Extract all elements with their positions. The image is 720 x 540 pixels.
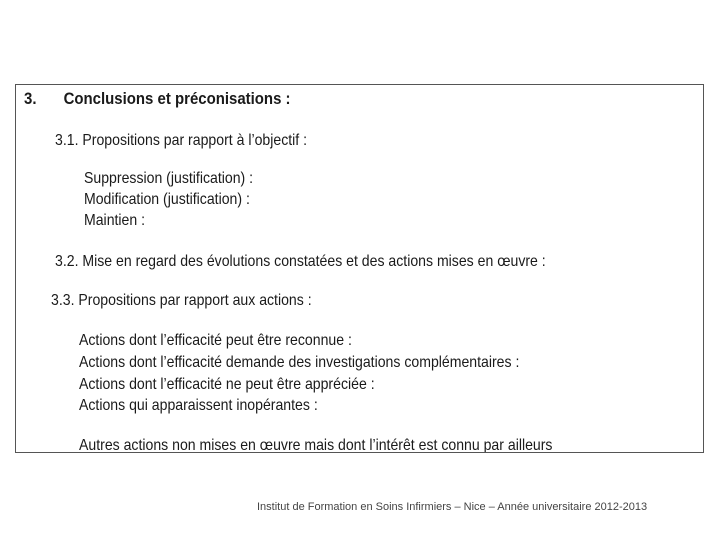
action-item-inoperantes: Actions qui apparaissent inopérantes : — [79, 397, 318, 414]
action-item-reconnue: Actions dont l’efficacité peut être reconnue : — [79, 332, 352, 349]
item-suppression: Suppression (justification) : — [84, 170, 254, 187]
section-number: 3. — [24, 89, 37, 108]
section-title: Conclusions et préconisations : — [63, 89, 291, 108]
subsection-3-1-title: 3.1. Propositions par rapport à l’objectif : — [55, 132, 308, 149]
item-modification: Modification (justification) : — [84, 191, 250, 208]
action-item-autres: Autres actions non mises en œuvre mais dont l’intérêt est connu par ailleurs — [79, 437, 553, 453]
subsection-3-3-title: 3.3. Propositions par rapport aux actions : — [51, 292, 312, 309]
subsection-3-2-title: 3.2. Mise en regard des évolutions constatées et des actions mises en œuvre : — [55, 253, 546, 270]
form-section-box — [15, 84, 704, 453]
section-heading — [24, 89, 291, 109]
item-maintien: Maintien : — [84, 212, 146, 229]
action-item-appreciee: Actions dont l’efficacité ne peut être appréciée : — [79, 376, 375, 393]
footer-institution: Institut de Formation en Soins Infirmiers – Nice – Année universitaire 2012-2013 — [257, 501, 648, 513]
action-item-investigations: Actions dont l’efficacité demande des investigations complémentaires : — [79, 354, 520, 371]
